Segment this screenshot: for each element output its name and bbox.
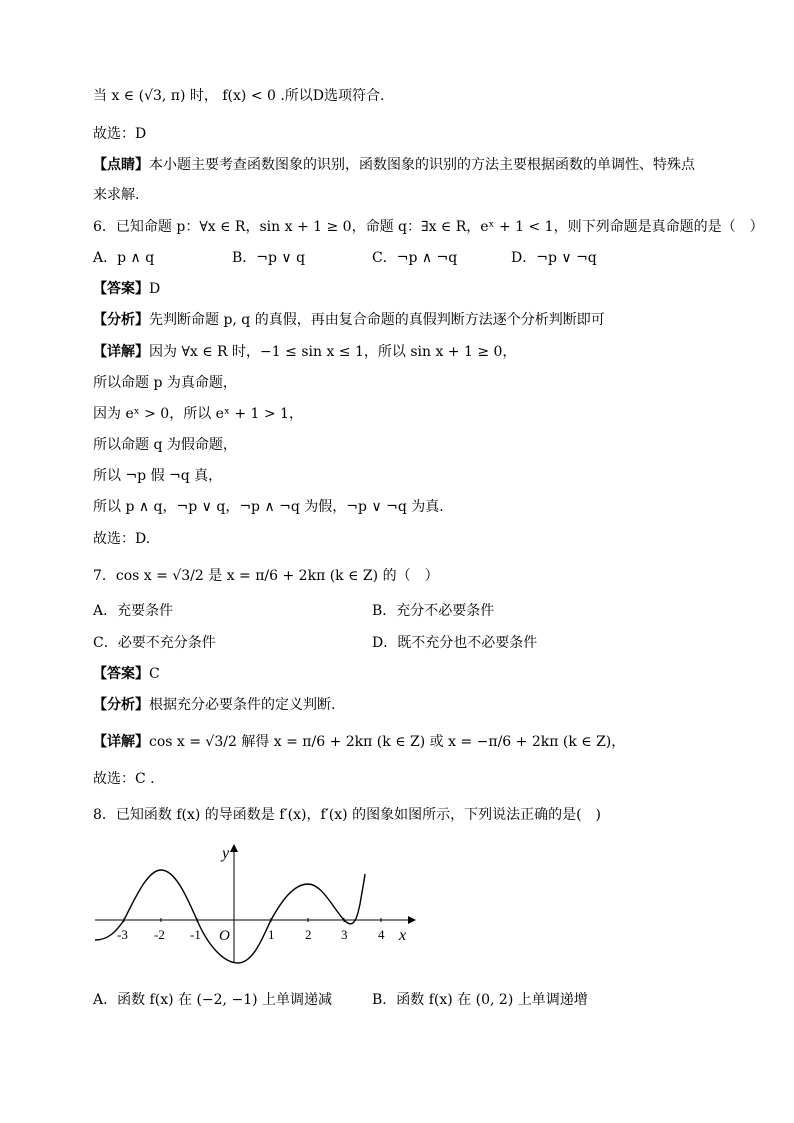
detail-tag: 【详解】 (93, 344, 149, 360)
detail-6-e: 所以 ¬p 假 ¬q 真， (93, 468, 223, 484)
analysis-7 (93, 695, 335, 715)
line-3 (93, 155, 695, 175)
answer-7 (93, 664, 160, 684)
tick-label: 3 (341, 927, 348, 942)
detail-6-d: 所以命题 q 为假命题， (93, 437, 237, 453)
tip-tag: 【点睛】 (93, 157, 149, 173)
answer-value: D (149, 281, 161, 297)
detail-6-c: 因为 eˣ > 0，所以 eˣ + 1 > 1， (93, 406, 303, 422)
q7-option-a: A．充要条件 (93, 603, 174, 619)
tick-label: 1 (268, 927, 275, 942)
tick-label: -1 (190, 927, 201, 942)
origin-label: O (219, 928, 230, 944)
line-4: 来求解. (93, 187, 140, 203)
analysis-6 (93, 310, 605, 330)
analysis-tag: 【分析】 (93, 697, 149, 713)
q6-option-a: A．p ∧ q (93, 250, 155, 266)
detail-7 (93, 732, 625, 752)
detail-6 (93, 342, 516, 362)
question-8: 8．已知函数 f(x) 的导函数是 f′(x)，f′(x) 的图象如图所示，下列说法正确的是( ) (93, 807, 601, 823)
x-axis-arrow-icon (408, 916, 416, 924)
q7-option-c: C．必要不充分条件 (93, 635, 216, 651)
line-1: 当 x ∈ (√3, π) 时， f(x) < 0 .所以D选项符合. (93, 88, 385, 104)
question-6: 6．已知命题 p：∀x ∈ R，sin x + 1 ≥ 0，命题 q：∃x ∈ R，eˣ + 1 < 1，则下列命题是真命题的是（ ） (93, 219, 764, 235)
answer-tag: 【答案】 (93, 281, 149, 297)
detail-6-f: 所以 p ∧ q，¬p ∨ q，¬p ∧ ¬q 为假，¬p ∨ ¬q 为真. (93, 499, 444, 515)
derivative-graph (90, 838, 420, 968)
detail-text: 因为 ∀x ∈ R 时，−1 ≤ sin x ≤ 1，所以 sin x + 1 ≥ 0， (149, 344, 517, 360)
q6-option-d: D．¬p ∨ ¬q (511, 250, 597, 266)
analysis-text: 根据充分必要条件的定义判断. (149, 697, 336, 713)
answer-6 (93, 279, 160, 299)
line-2: 故选：D (93, 126, 147, 142)
y-axis-arrow-icon (230, 844, 238, 852)
q7-option-d: D．既不充分也不必要条件 (372, 635, 538, 651)
question-7: 7．cos x = √3/2 是 x = π/6 + 2kπ (k ∈ Z) 的（ ） (93, 568, 439, 584)
analysis-text: 先判断命题 p, q 的真假，再由复合命题的真假判断方法逐个分析判断即可 (149, 312, 605, 328)
detail-6-g: 故选：D. (93, 531, 151, 547)
tick-label: 4 (378, 927, 385, 942)
detail-7-g: 故选：C . (93, 771, 155, 787)
tick-label: -2 (154, 927, 165, 942)
q6-option-b: B．¬p ∨ q (232, 250, 306, 266)
y-axis-label: y (222, 845, 230, 862)
tick-label: 2 (305, 927, 312, 942)
detail-tag: 【详解】 (93, 734, 149, 750)
q7-option-b: B．充分不必要条件 (372, 603, 495, 619)
answer-tag: 【答案】 (93, 666, 149, 682)
derivative-curve (95, 870, 365, 963)
q6-option-c: C．¬p ∧ ¬q (372, 250, 458, 266)
tick-label: -3 (117, 927, 128, 942)
x-axis-label: x (399, 927, 407, 944)
q8-option-b: B．函数 f(x) 在 (0, 2) 上单调递增 (372, 992, 588, 1008)
answer-value: C (149, 666, 160, 682)
detail-text: cos x = √3/2 解得 x = π/6 + 2kπ (k ∈ Z) 或 x = −π/6 + 2kπ (k ∈ Z)， (149, 734, 626, 750)
detail-6-b: 所以命题 p 为真命题， (93, 375, 237, 391)
q8-option-a: A．函数 f(x) 在 (−2, −1) 上单调递减 (93, 992, 333, 1008)
analysis-tag: 【分析】 (93, 312, 149, 328)
tip-text: 本小题主要考查函数图象的识别，函数图象的识别的方法主要根据函数的单调性、特殊点 (149, 157, 695, 173)
